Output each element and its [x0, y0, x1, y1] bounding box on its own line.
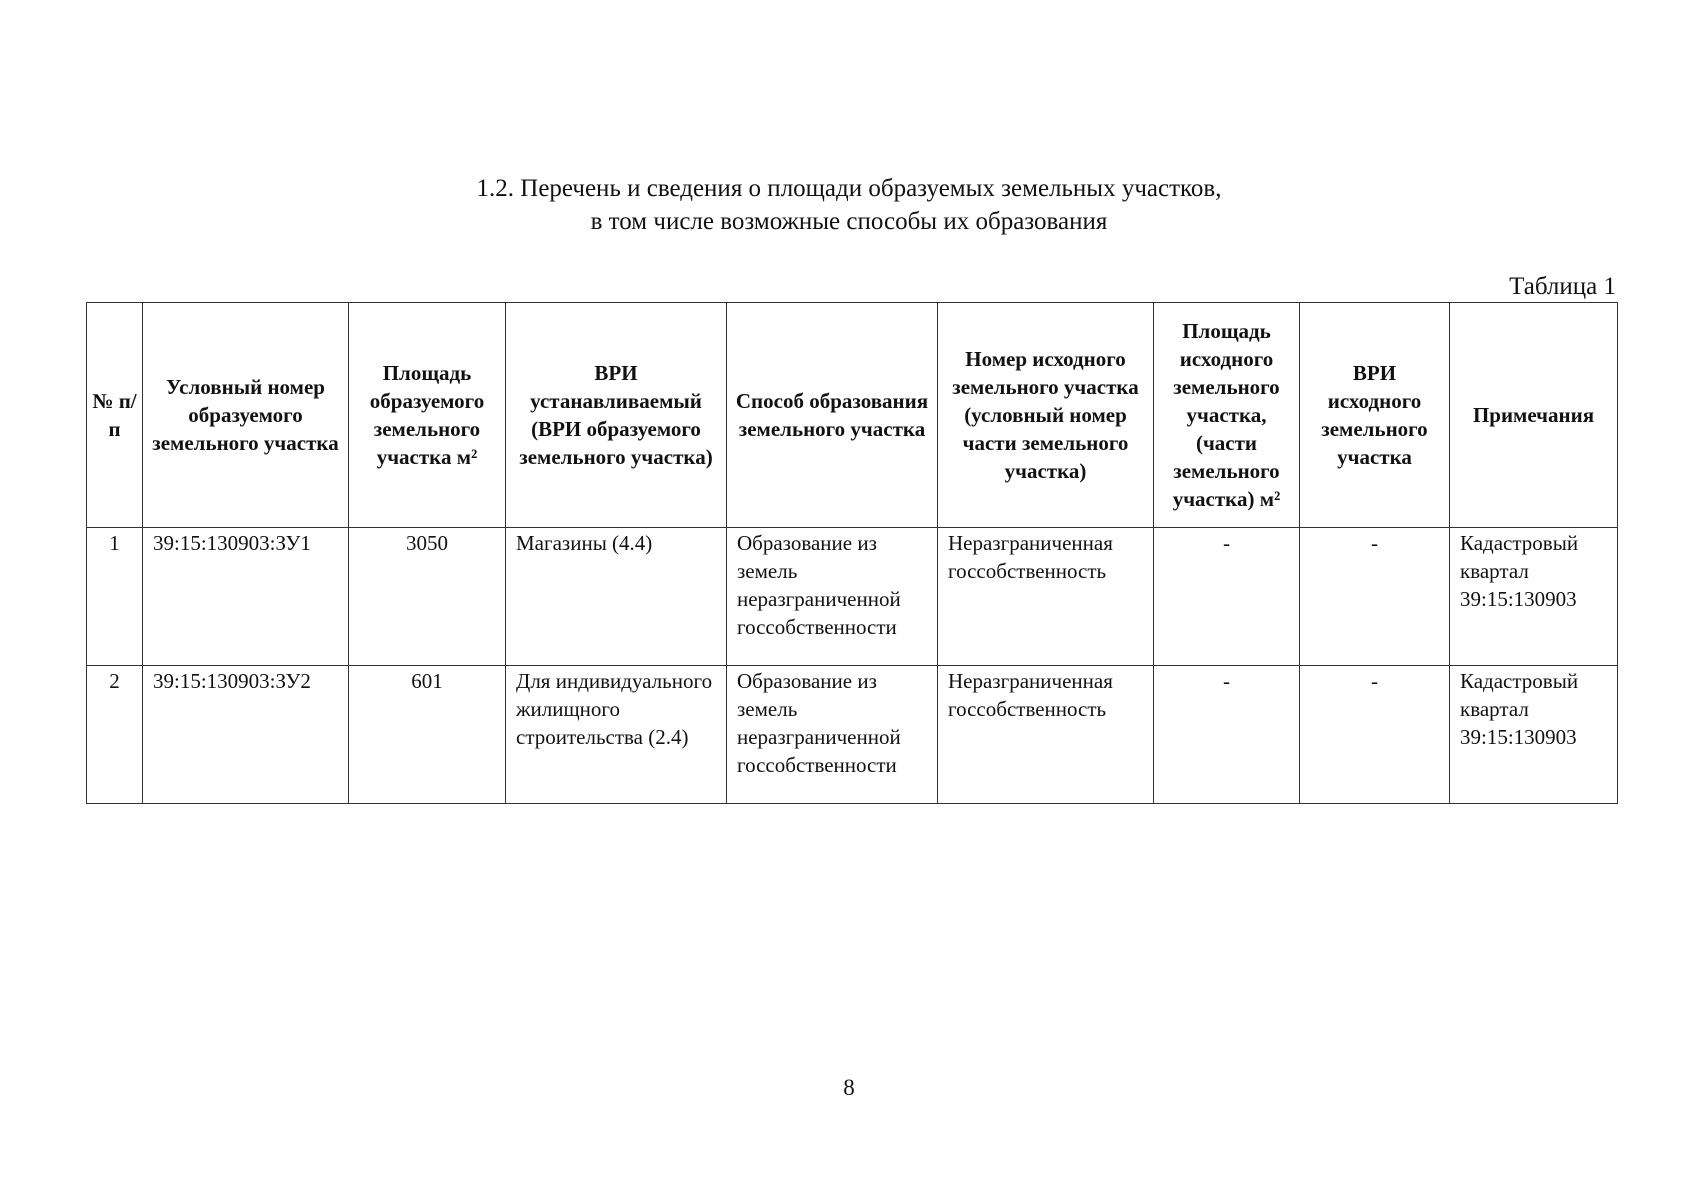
column-header-plot-area: Площадь образуемого земельного участка м² — [349, 303, 506, 528]
cell-plot-id: 39:15:130903:ЗУ2 — [143, 666, 349, 804]
section-heading-line-2: в том числе возможные способы их образования — [590, 208, 1108, 235]
table-label: Таблица 1 — [1509, 273, 1616, 300]
column-header-source-plot: Номер исходного земельного участка (условный номер части земельного участка) — [938, 303, 1154, 528]
column-header-number: № п/п — [87, 303, 143, 528]
column-header-formation-method: Способ образования земельного участка — [727, 303, 938, 528]
cell-source-area: - — [1154, 666, 1300, 804]
table-row — [87, 666, 1618, 804]
page-number: 8 — [843, 1075, 855, 1100]
column-header-source-use: ВРИ исходного земельного участка — [1300, 303, 1450, 528]
cell-source-use: - — [1300, 528, 1450, 666]
cell-plot-id: 39:15:130903:ЗУ1 — [143, 528, 349, 666]
cell-source-area: - — [1154, 528, 1300, 666]
column-header-notes: Примечания — [1450, 303, 1618, 528]
cell-notes: Кадастровый квартал 39:15:130903 — [1450, 666, 1618, 804]
cell-plot-area: 601 — [349, 666, 506, 804]
cell-permitted-use: Магазины (4.4) — [506, 528, 727, 666]
cell-source-use: - — [1300, 666, 1450, 804]
cell-formation-method: Образование из земель неразграниченной госсобственности — [727, 666, 938, 804]
section-heading — [0, 172, 1698, 238]
column-header-permitted-use: ВРИ устанавливаемый (ВРИ образуемого земельного участка) — [506, 303, 727, 528]
section-heading-line-1: 1.2. Перечень и сведения о площади образуемых земельных участков, — [476, 175, 1222, 202]
cell-notes: Кадастровый квартал 39:15:130903 — [1450, 528, 1618, 666]
cell-formation-method: Образование из земель неразграниченной госсобственности — [727, 528, 938, 666]
cell-source-plot: Неразграниченная госсобственность — [938, 666, 1154, 804]
column-header-source-area: Площадь исходного земельного участка, (части земельного участка) м² — [1154, 303, 1300, 528]
cell-number: 2 — [87, 666, 143, 804]
table-row — [87, 528, 1618, 666]
cell-permitted-use: Для индивидуального жилищного строительства (2.4) — [506, 666, 727, 804]
cell-plot-area: 3050 — [349, 528, 506, 666]
cell-number: 1 — [87, 528, 143, 666]
column-header-plot-id: Условный номер образуемого земельного участка — [143, 303, 349, 528]
cell-source-plot: Неразграниченная госсобственность — [938, 528, 1154, 666]
land-plots-table — [86, 302, 1618, 804]
table-header-row — [87, 303, 1618, 528]
